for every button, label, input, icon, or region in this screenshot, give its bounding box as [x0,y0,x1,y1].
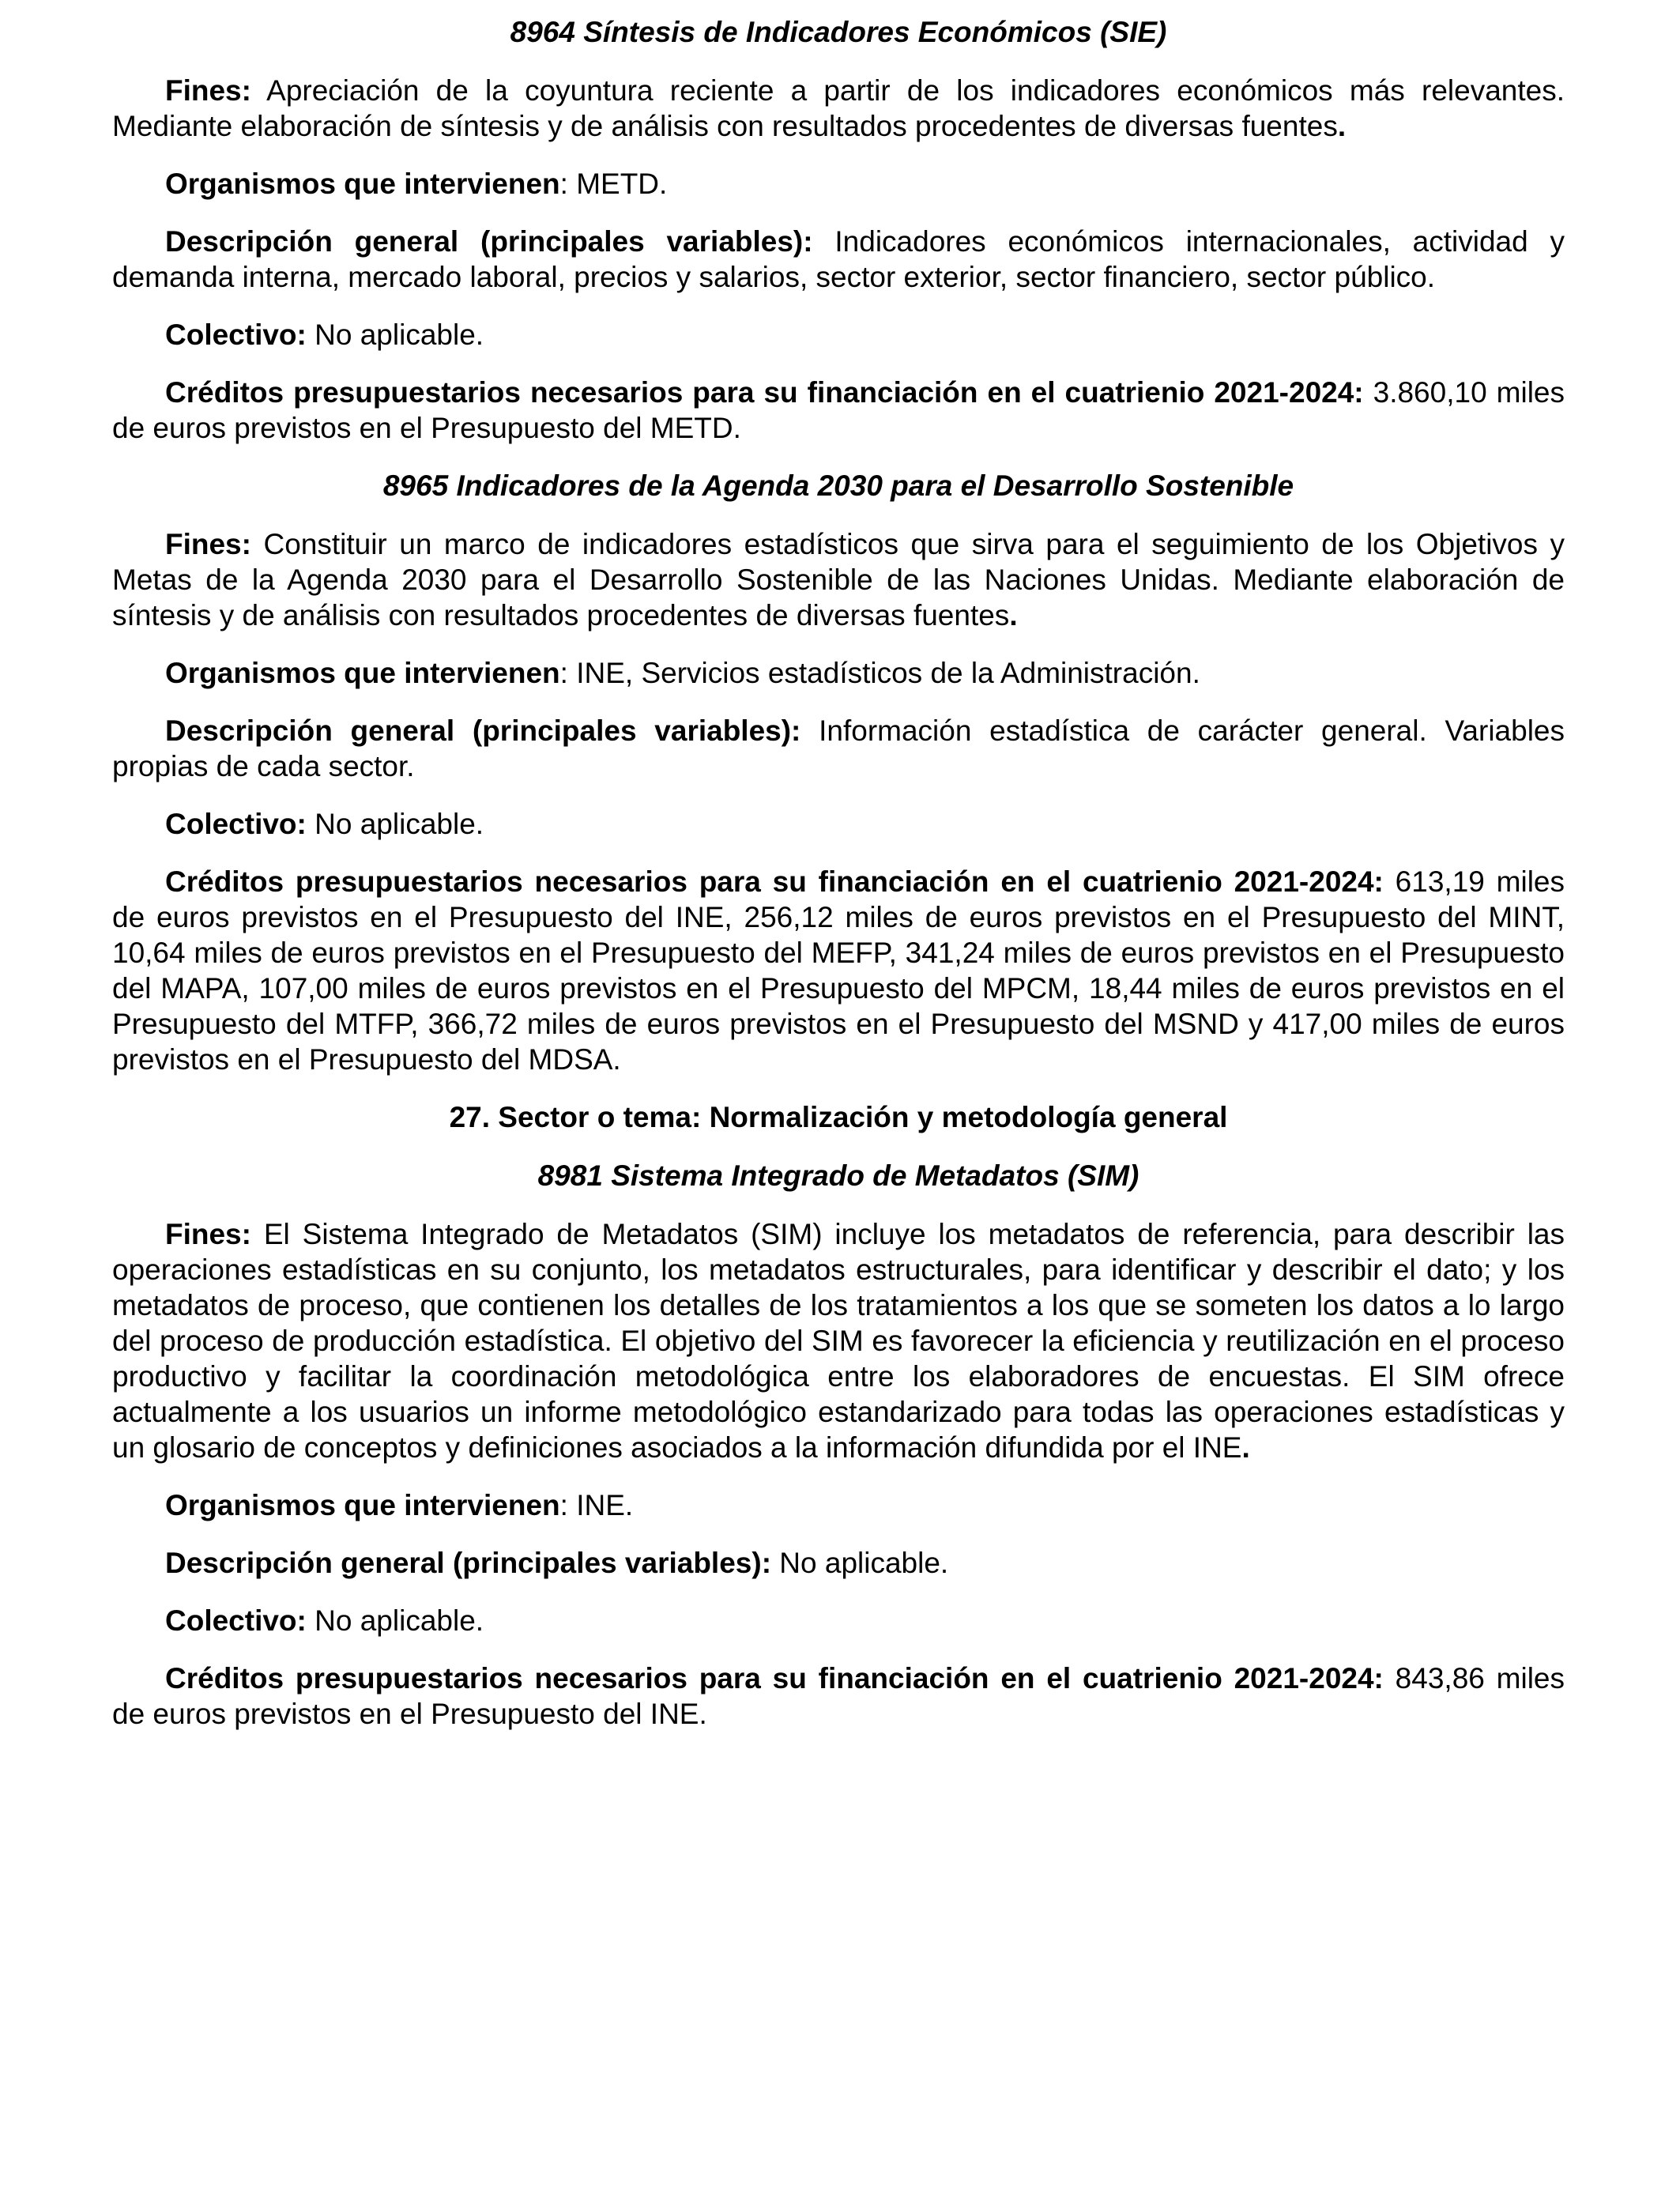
organismos-paragraph [112,1487,1565,1523]
operation-8981 [112,1099,1565,1732]
colectivo-text: No aplicable. [306,808,484,840]
organismos-paragraph [112,166,1565,202]
colectivo-label: Colectivo: [165,319,307,351]
sector-title: 27. Sector o tema: Normalización y metodología general [449,1101,1228,1133]
creditos-label: Créditos presupuestarios necesarios para su financiación en el cuatrienio 2021-2024: [165,865,1384,898]
organismos-label: Organismos que intervienen [165,1489,560,1521]
operation-title: 8965 Indicadores de la Agenda 2030 para el Desarrollo Sostenible [382,469,1294,502]
fines-end: . [1337,110,1347,142]
operation-8965 [112,468,1565,1077]
creditos-paragraph [112,864,1565,1077]
operation-title: 8981 Sistema Integrado de Metadatos (SIM) [537,1159,1139,1192]
descripcion-text: Información estadística de carácter general. Variables propias de cada sector. [112,714,1565,782]
colectivo-text: No aplicable. [306,319,484,351]
fines-paragraph [112,73,1565,144]
organismos-text: : INE. [559,1489,634,1521]
descripcion-paragraph [112,713,1565,784]
organismos-label: Organismos que intervienen [165,168,560,200]
colectivo-paragraph [112,317,1565,352]
document-page [112,14,1565,1754]
fines-label: Fines: [165,1218,251,1250]
descripcion-text: No aplicable. [771,1547,949,1579]
fines-label: Fines: [165,74,251,107]
creditos-label: Créditos presupuestarios necesarios para su financiación en el cuatrienio 2021-2024: [165,376,1364,409]
creditos-text: 613,19 miles de euros previstos en el Presupuesto del INE, 256,12 miles de euros previstos en el Presupuesto del MINT, 10,64 miles de euros previstos en el Presupuesto del MEFP, 341,24 miles de euros previstos en el Presupuesto del MAPA, 107,00 miles de euros previstos en el Presupuesto del MPCM, 18,44 miles de euros previstos en el Presupuesto del MTFP, 366,72 miles de euros previstos en el Presupuesto del MSND y 417,00 miles de euros previstos en el Presupuesto del MDSA. [112,865,1565,1076]
fines-end: . [1009,599,1018,631]
descripcion-label: Descripción general (principales variables): [165,225,813,258]
fines-end: . [1241,1431,1250,1464]
creditos-paragraph [112,1661,1565,1732]
organismos-label: Organismos que intervienen [165,657,560,689]
descripcion-label: Descripción general (principales variables): [165,714,801,747]
fines-text: El Sistema Integrado de Metadatos (SIM) incluye los metadatos de referencia, para describir las operaciones estadísticas en su conjunto, los metadatos estructurales, para identificar y describir el dato; y los metadatos de proceso, que contienen los detalles de los tratamientos a los que se someten los datos a lo largo del proceso de producción estadística. El objetivo del SIM es favorecer la eficiencia y reutilización en el proceso productivo y facilitar la coordinación metodológica entre los elaboradores de encuestas. El SIM ofrece actualmente a los usuarios un informe metodológico estandarizado para todas las operaciones estadísticas y un glosario de conceptos y definiciones asociados a la información difundida por el INE [112,1218,1565,1464]
fines-paragraph [112,526,1565,633]
creditos-text: 3.860,10 miles de euros previstos en el Presupuesto del METD. [112,376,1565,444]
operation-title: 8964 Síntesis de Indicadores Económicos (SIE) [510,16,1167,48]
creditos-label: Créditos presupuestarios necesarios para su financiación en el cuatrienio 2021-2024: [165,1662,1384,1695]
organismos-text: : METD. [559,168,668,200]
fines-text: Apreciación de la coyuntura reciente a partir de los indicadores económicos más relevantes. Mediante elaboración de síntesis y de análisis con resultados procedentes de diversas fuentes [112,74,1565,142]
descripcion-label: Descripción general (principales variables): [165,1547,772,1579]
fines-text: Constituir un marco de indicadores estadísticos que sirva para el seguimiento de los Objetivos y Metas de la Agenda 2030 para el Desarrollo Sostenible de las Naciones Unidas. Mediante elaboración de síntesis y de análisis con resultados procedentes de diversas fuentes [112,528,1565,631]
descripcion-paragraph [112,224,1565,295]
colectivo-label: Colectivo: [165,808,307,840]
organismos-paragraph [112,655,1565,691]
fines-label: Fines: [165,528,251,560]
descripcion-text: Indicadores económicos internacionales, actividad y demanda interna, mercado laboral, precios y salarios, sector exterior, sector financiero, sector público. [112,225,1565,293]
colectivo-label: Colectivo: [165,1604,307,1637]
colectivo-paragraph [112,1603,1565,1638]
creditos-paragraph [112,375,1565,446]
colectivo-text: No aplicable. [306,1604,484,1637]
fines-paragraph [112,1216,1565,1465]
colectivo-paragraph [112,806,1565,842]
descripcion-paragraph [112,1545,1565,1581]
organismos-text: : INE, Servicios estadísticos de la Administración. [559,657,1200,689]
creditos-text: 843,86 miles de euros previstos en el Presupuesto del INE. [112,1662,1565,1730]
operation-8964 [112,14,1565,446]
